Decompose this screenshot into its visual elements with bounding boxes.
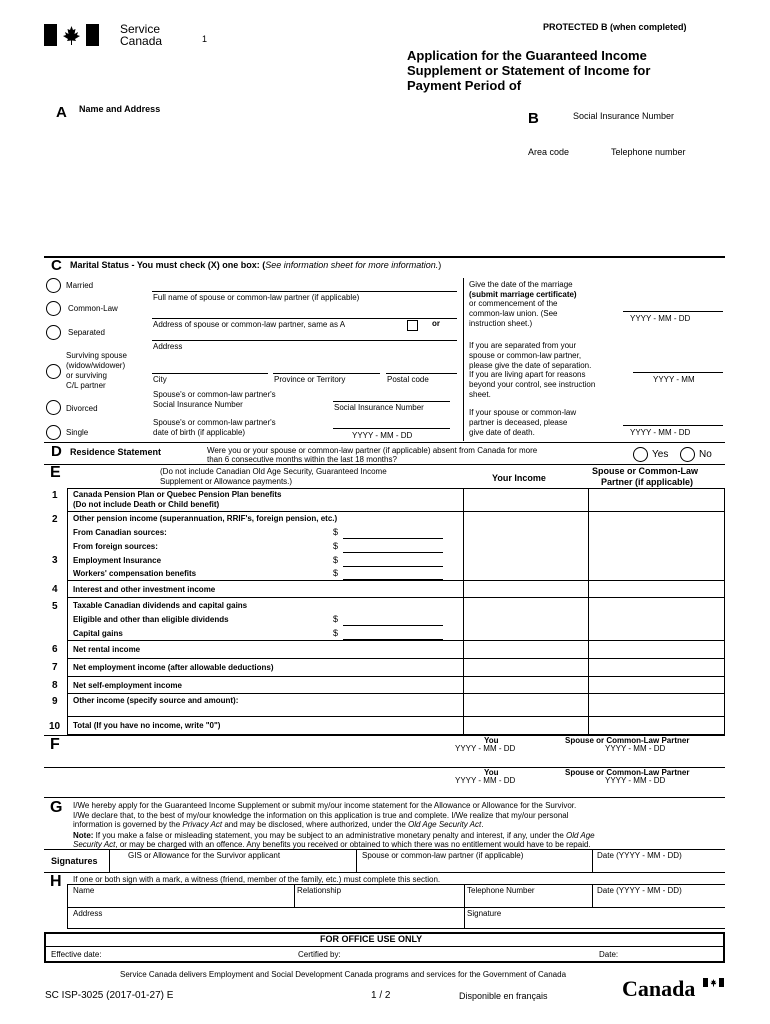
surviving-label-1: Surviving spouse	[66, 351, 127, 360]
telephone-label: Telephone number	[611, 147, 686, 157]
applicant-signature-label: GIS or Allowance for the Survivor applicant	[128, 851, 281, 860]
section-f-letter: F	[50, 736, 60, 753]
row-1-label-a: Canada Pension Plan or Quebec Pension Plan benefits	[73, 490, 282, 499]
single-label: Single	[66, 428, 89, 437]
spouse-address-same-label: Address of spouse or common-law partner, same as A	[153, 320, 346, 329]
postal-label: Postal code	[387, 375, 429, 384]
office-use-title: FOR OFFICE USE ONLY	[320, 934, 423, 944]
separated-note-4: If you are living apart for reasons	[469, 370, 586, 379]
canada-wordmark: Canada	[622, 976, 696, 1001]
declaration-line-3: information is governed by the Privacy Act and may be disclosed, where authorized, under the Old Age Security Act.	[73, 820, 484, 829]
same-address-checkbox[interactable]	[407, 320, 418, 331]
section-h-letter: H	[50, 873, 62, 890]
row-2-label: Other pension income (superannuation, RRIF's, foreign pension, etc.)	[73, 514, 338, 523]
f-spouse-label-1: Spouse or Common-Law Partner	[565, 736, 690, 745]
f-you-label-2: You	[484, 768, 499, 777]
form-title-line1: Application for the Guaranteed Income	[407, 48, 647, 63]
french-availability: Disponible en français	[459, 991, 548, 1001]
spouse-sin-field-label: Social Insurance Number	[334, 403, 424, 412]
name-address-label: Name and Address	[79, 104, 161, 114]
declaration-note-1: Note: If you make a false or misleading statement, you may be subject to an administrative monetary penalty and interest, if any, under the Old Age	[73, 831, 595, 840]
marital-status-title: Marital Status - You must check (X) one box: (See information sheet for more information.)	[70, 260, 442, 270]
area-code-label: Area code	[528, 147, 570, 157]
single-radio[interactable]	[46, 425, 61, 440]
separated-note-2: spouse or common-law partner,	[469, 351, 582, 360]
residence-question-1: Were you or your spouse or common-law partner (if applicable) absent from Canada for more	[207, 446, 538, 455]
residence-question-2: than 6 consecutive months within the last 18 months?	[207, 455, 397, 464]
witness-name-label: Name	[73, 886, 95, 895]
marriage-note-4: common-law union. (See	[469, 309, 558, 318]
sin-label: Social Insurance Number	[573, 111, 675, 121]
row-2b-dollar: $	[333, 541, 339, 551]
spouse-address-label: Address	[153, 342, 183, 351]
row-10-number: 10	[49, 721, 61, 732]
service-canada-statement: Service Canada delivers Employment and Social Development Canada programs and services for the Government of Canada	[120, 970, 567, 979]
witness-instruction: If one or both sign with a mark, a witness (friend, member of the family, etc.) must complete this section.	[73, 875, 441, 884]
spouse-dob-label-2: date of birth (if applicable)	[153, 428, 246, 437]
witness-date-label: Date (YYYY - MM - DD)	[597, 886, 682, 895]
name-address-field[interactable]	[70, 118, 450, 253]
row-2b-amount-line[interactable]	[343, 552, 443, 553]
row-8-label: Net self-employment income	[73, 681, 182, 690]
office-date-label: Date:	[599, 950, 619, 959]
residence-statement-label: Residence Statement	[70, 447, 162, 457]
row-1-number: 1	[52, 490, 58, 501]
row-3b-amount-line[interactable]	[343, 579, 443, 580]
separated-note-5: beyond your control, see instruction	[469, 380, 596, 389]
married-label: Married	[66, 281, 94, 290]
row-9-label: Other income (specify source and amount):	[73, 696, 239, 705]
witness-relationship-label: Relationship	[297, 886, 342, 895]
separated-note-3: please give the date of separation.	[469, 361, 592, 370]
separated-label: Separated	[68, 328, 105, 337]
surviving-label-3: or surviving	[66, 371, 107, 380]
residence-yes-radio[interactable]	[633, 447, 648, 462]
residence-no-radio[interactable]	[680, 447, 695, 462]
common-law-label: Common-Law	[68, 304, 118, 313]
or-label: or	[432, 319, 440, 328]
separated-radio[interactable]	[46, 325, 61, 340]
residence-no-label: No	[699, 449, 712, 460]
f-you-label-1: You	[484, 736, 499, 745]
row-8-number: 8	[52, 680, 58, 691]
form-title-line3: Payment Period of	[407, 78, 522, 93]
spouse-income-header-1: Spouse or Common-Law	[592, 466, 699, 476]
section-a-letter: A	[56, 104, 67, 121]
section-b-letter: B	[528, 110, 539, 127]
row-5-number: 5	[52, 601, 58, 612]
certified-by-label: Certified by:	[298, 950, 341, 959]
form-title-line2: Supplement or Statement of Income for	[407, 63, 651, 78]
page-number: 1 / 2	[371, 990, 391, 1001]
separation-date-format: YYYY - MM	[653, 375, 695, 384]
spouse-full-name-label: Full name of spouse or common-law partner (if applicable)	[153, 293, 360, 302]
row-5b-dollar: $	[333, 628, 339, 638]
separated-note-6: sheet.	[469, 390, 491, 399]
dept-name-line2: Canada	[120, 34, 163, 48]
spouse-dob-format: YYYY - MM - DD	[352, 431, 413, 440]
protected-label: PROTECTED B (when completed)	[543, 22, 687, 32]
common-law-radio[interactable]	[46, 301, 61, 316]
deceased-note-3: give date of death.	[469, 428, 535, 437]
row-7-number: 7	[52, 662, 58, 673]
declaration-line-1: I/We hereby apply for the Guaranteed Income Supplement or submit my/our income statement for the Allowance or Allowance for the Survivor.	[73, 801, 577, 810]
row-4-number: 4	[52, 584, 58, 595]
f-you-date-format-2: YYYY - MM - DD	[455, 776, 516, 785]
marriage-date-format: YYYY - MM - DD	[630, 314, 691, 323]
declaration-note-2: Security Act, or may be charged with an offence. Any benefits you received or obtained to which there was no entitlement would have to be repaid.	[73, 840, 591, 849]
row-3-dollar: $	[333, 555, 339, 565]
spouse-signature-label: Spouse or common-law partner (if applicable)	[362, 851, 524, 860]
row-5a-label: Eligible and other than eligible dividends	[73, 615, 229, 624]
income-note-2: Supplement or Allowance payments.)	[160, 477, 293, 486]
row-3b-label: Workers' compensation benefits	[73, 569, 197, 578]
row-5a-amount-line[interactable]	[343, 625, 443, 626]
deceased-note-1: If your spouse or common-law	[469, 408, 577, 417]
surviving-radio[interactable]	[46, 364, 61, 379]
spouse-sin-label-1: Spouse's or common-law partner's	[153, 390, 276, 399]
witness-address-label: Address	[73, 909, 103, 918]
canada-flag-logo	[44, 24, 99, 46]
row-7-label: Net employment income (after allowable deductions)	[73, 663, 274, 672]
your-income-header: Your Income	[492, 473, 546, 483]
row-2b-label: From foreign sources:	[73, 542, 158, 551]
witness-telephone-label: Telephone Number	[467, 886, 535, 895]
deceased-note-2: partner is deceased, please	[469, 418, 568, 427]
row-9-number: 9	[52, 696, 58, 707]
row-2-number: 2	[52, 514, 58, 525]
row-6-label: Net rental income	[73, 645, 141, 654]
divorced-radio[interactable]	[46, 400, 61, 415]
marriage-note-1: Give the date of the marriage	[469, 280, 573, 289]
f-spouse-date-format-1: YYYY - MM - DD	[605, 744, 666, 753]
row-5b-amount-line[interactable]	[343, 639, 443, 640]
surviving-label-4: C/L partner	[66, 381, 106, 390]
married-radio[interactable]	[46, 278, 61, 293]
row-5b-label: Capital gains	[73, 629, 123, 638]
row-1-label-b: (Do not include Death or Child benefit)	[73, 500, 220, 509]
row-3-amount-line[interactable]	[343, 566, 443, 567]
province-label: Province or Territory	[274, 375, 346, 384]
death-date-format: YYYY - MM - DD	[630, 428, 691, 437]
residence-yes-label: Yes	[652, 449, 669, 460]
row-5a-dollar: $	[333, 614, 339, 624]
signatures-label: Signatures	[51, 856, 98, 866]
row-3b-dollar: $	[333, 568, 339, 578]
divorced-label: Divorced	[66, 404, 98, 413]
surviving-label-2: (widow/widower)	[66, 361, 126, 370]
row-2a-label: From Canadian sources:	[73, 528, 167, 537]
f-spouse-date-format-2: YYYY - MM - DD	[605, 776, 666, 785]
section-d-letter: D	[51, 443, 62, 460]
row-3-label: Employment Insurance	[73, 556, 162, 565]
f-spouse-label-2: Spouse or Common-Law Partner	[565, 768, 690, 777]
separated-note-1: If you are separated from your	[469, 341, 577, 350]
row-10-label: Total (If you have no income, write "0")	[73, 721, 221, 730]
row-4-label: Interest and other investment income	[73, 585, 216, 594]
effective-date-label: Effective date:	[51, 950, 102, 959]
form-id: SC ISP-3025 (2017-01-27) E	[45, 990, 174, 1001]
signature-date-label: Date (YYYY - MM - DD)	[597, 851, 682, 860]
declaration-line-2: I/We declare that, to the best of my/our knowledge the information on this application is true and complete. I/We realize that my/our personal	[73, 811, 569, 820]
spouse-dob-label-1: Spouse's or common-law partner's	[153, 418, 276, 427]
city-label: City	[153, 375, 167, 384]
marriage-note-5: instruction sheet.)	[469, 319, 533, 328]
wordmark-flag-icon	[703, 978, 724, 987]
row-3-number: 3	[52, 555, 58, 566]
income-note-1: (Do not include Canadian Old Age Security, Guaranteed Income	[160, 467, 387, 476]
spouse-income-header-2: Partner (if applicable)	[601, 477, 694, 487]
section-g-letter: G	[50, 799, 63, 816]
witness-signature-label: Signature	[467, 909, 502, 918]
row-5-label: Taxable Canadian dividends and capital gains	[73, 601, 248, 610]
dept-name-line1: Service	[120, 22, 161, 36]
marriage-note-2: (submit marriage certificate)	[469, 290, 577, 299]
section-c-letter: C	[51, 257, 62, 274]
page-marker: 1	[202, 34, 208, 44]
section-e-letter: E	[50, 464, 61, 481]
row-2a-amount-line[interactable]	[343, 538, 443, 539]
row-2a-dollar: $	[333, 527, 339, 537]
f-you-date-format-1: YYYY - MM - DD	[455, 744, 516, 753]
spouse-sin-label-2: Social Insurance Number	[153, 400, 243, 409]
marriage-note-3: or commencement of the	[469, 299, 558, 308]
row-6-number: 6	[52, 644, 58, 655]
